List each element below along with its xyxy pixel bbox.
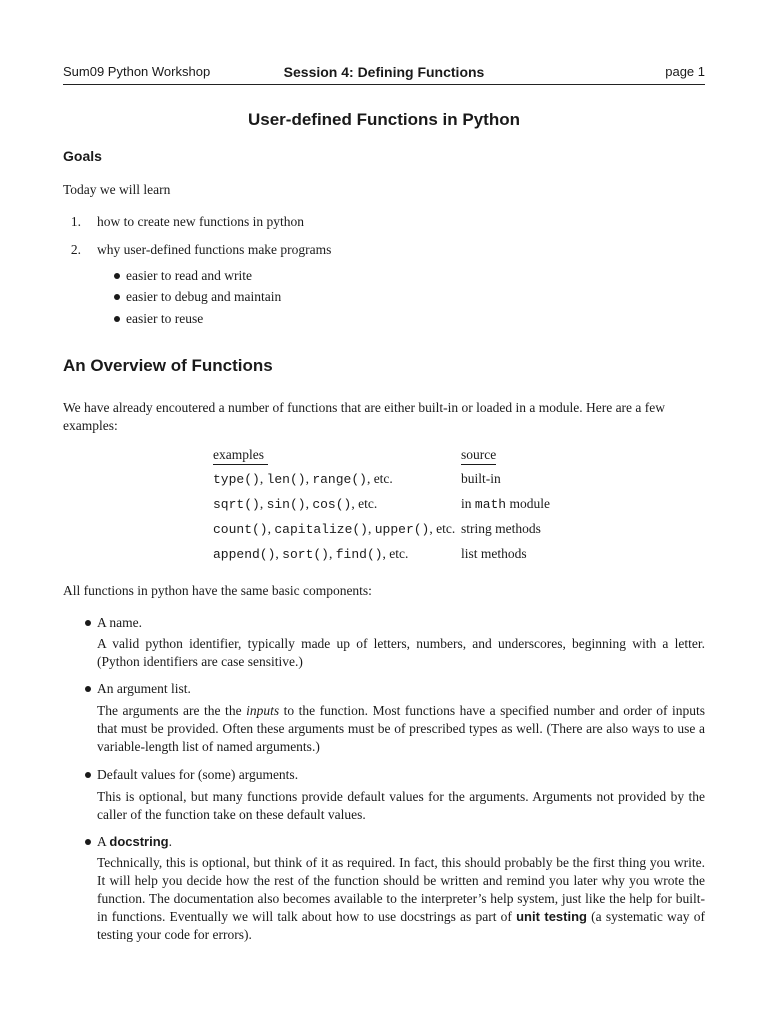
table-row: count(), capitalize(), upper(), etc.: [213, 521, 456, 537]
component-label: An argument list.: [97, 681, 191, 696]
component-label: A name.: [97, 615, 142, 630]
bullet-icon: [85, 772, 91, 778]
function-name: sin(): [266, 497, 306, 512]
sub-bullet-item: [114, 288, 281, 306]
keyword-unit-testing: unit testing: [516, 909, 587, 924]
function-name: len(): [266, 472, 306, 487]
goal-number: 1.: [70, 214, 81, 229]
function-name: append(): [213, 547, 276, 562]
sub-bullet-item: [114, 267, 252, 285]
function-name: upper(): [374, 522, 430, 537]
goals-heading: Goals: [63, 148, 102, 164]
bullet-icon: [114, 316, 120, 322]
components-intro: All functions in python have the same basic components:: [63, 583, 372, 598]
section-heading-overview: An Overview of Functions: [63, 356, 273, 375]
bullet-icon: [85, 839, 91, 845]
component-description: This is optional, but many functions provide default values for the arguments. Arguments not provided by the caller of the function take on these default values.: [97, 789, 705, 822]
table-source-cell: in math module: [461, 496, 550, 512]
goals-intro: Today we will learn: [63, 182, 171, 197]
component-description: Technically, this is optional, but think of it as required. In fact, this should probably be the first thing you write. It will help you decide how the rest of the function should be written and remind you later why you wrote the function. The documentation also becomes available to the interpreter’s help system, just like the help for built-in functions. Eventually we will talk about how to use docstrings as part of unit testing (a systematic way of testing your code for errors).: [97, 855, 705, 942]
page-header: [63, 64, 705, 85]
function-name: sqrt(): [213, 497, 260, 512]
goal-number: 2.: [70, 242, 81, 257]
goal-text: why user-defined functions make programs: [97, 242, 332, 257]
component-label: A docstring.: [97, 834, 172, 849]
module-name: math: [474, 497, 507, 512]
function-name: find(): [335, 547, 383, 562]
table-row: sqrt(), sin(), cos(), etc.: [213, 496, 378, 512]
component-description: A valid python identifier, typically made up of letters, numbers, and underscores, beginning with a letter. (Python identifiers are case sensitive.): [97, 636, 705, 669]
component-label: Default values for (some) arguments.: [97, 767, 299, 782]
keyword-docstring: docstring: [109, 834, 169, 849]
table-source-cell: string methods: [461, 521, 541, 536]
sub-bullet-text: easier to read and write: [126, 268, 252, 283]
sub-bullet-text: easier to debug and maintain: [126, 289, 282, 304]
emphasis-text: inputs: [246, 703, 280, 718]
function-name: sort(): [282, 547, 329, 562]
header-page-number: page 1: [665, 64, 705, 79]
function-name: capitalize(): [274, 522, 368, 537]
function-name: type(): [213, 472, 260, 487]
function-name: count(): [213, 522, 268, 537]
document-title: User-defined Functions in Python: [247, 110, 520, 129]
header-session-title: Session 4: Defining Functions: [283, 64, 485, 80]
bullet-icon: [85, 620, 91, 626]
table-header-source: source: [461, 446, 496, 465]
component-description: The arguments are the the inputs to the function. Most functions have a specified number and order of inputs that must be provided. Often these arguments must be of prescribed types as well. (There are also ways to use a variable-length list of named arguments.): [97, 703, 705, 754]
sub-bullet-item: [114, 310, 203, 328]
function-name: range(): [312, 472, 367, 487]
bullet-icon: [114, 294, 120, 300]
sub-bullet-text: easier to reuse: [126, 311, 204, 326]
bullet-icon: [85, 686, 91, 692]
goal-text: how to create new functions in python: [97, 214, 304, 229]
table-source-cell: built-in: [461, 471, 501, 486]
overview-paragraph: We have already encoutered a number of functions that are either built-in or loaded in a module. Here are a few examples:: [63, 400, 666, 433]
table-header-examples: examples: [213, 446, 268, 465]
header-workshop-name: Sum09 Python Workshop: [63, 64, 211, 79]
function-name: cos(): [312, 497, 352, 512]
bullet-icon: [114, 273, 120, 279]
table-source-cell: list methods: [461, 546, 527, 561]
table-row: type(), len(), range(), etc.: [213, 471, 393, 487]
table-row: append(), sort(), find(), etc.: [213, 546, 409, 562]
